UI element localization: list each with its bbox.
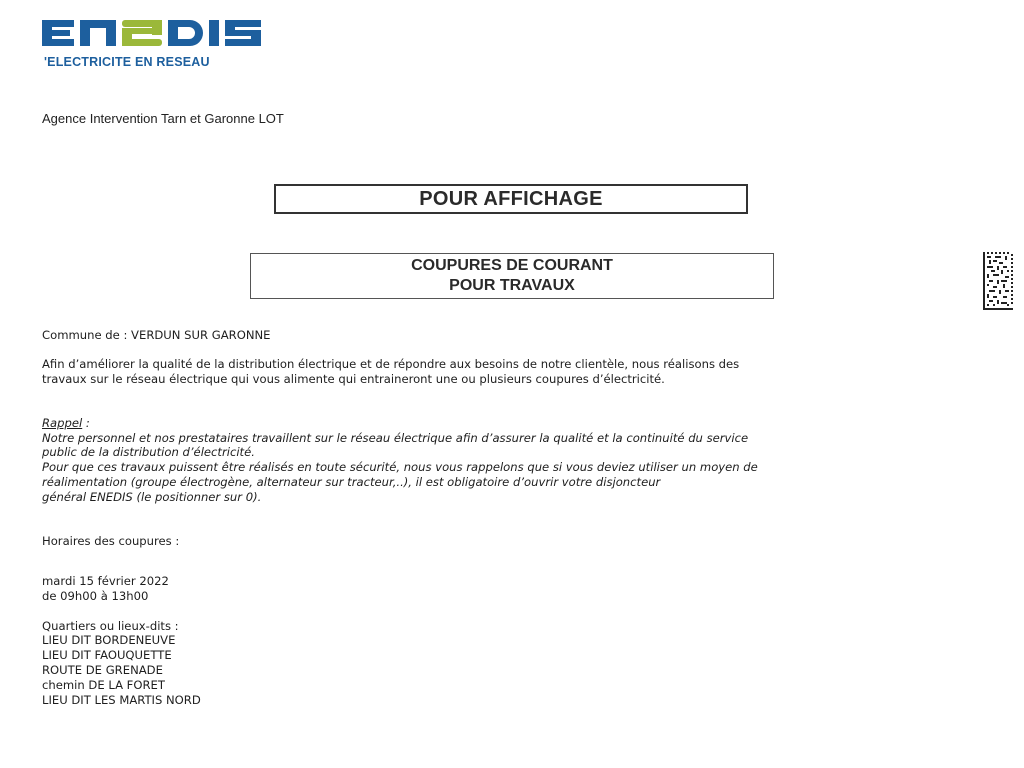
outage-date: mardi 15 février 2022 xyxy=(42,574,169,588)
logo-tagline: 'ELECTRICITE EN RESEAU xyxy=(44,55,210,69)
rappel-line: réalimentation (groupe électrogène, alternateur sur tracteur,..), il est obligatoire d’ouvrir votre disjoncteur xyxy=(42,475,661,489)
place-item: LIEU DIT LES MARTIS NORD xyxy=(42,693,201,707)
commune-line: Commune de : VERDUN SUR GARONNE xyxy=(42,328,271,342)
place-item: chemin DE LA FORET xyxy=(42,678,165,692)
agency-name: Agence Intervention Tarn et Garonne LOT xyxy=(42,111,284,126)
intro-line-2: travaux sur le réseau électrique qui vous alimente qui entraineront une ou plusieurs coupures d’électricité. xyxy=(42,372,665,386)
hours-label: Horaires des coupures : xyxy=(42,534,180,548)
place-item: LIEU DIT BORDENEUVE xyxy=(42,633,176,647)
intro-line-1: Afin d’améliorer la qualité de la distribution électrique et de répondre aux besoins de notre clientèle, nous réalisons des xyxy=(42,357,740,371)
notice-title: POUR AFFICHAGE xyxy=(419,187,603,210)
enedis-wordmark xyxy=(40,14,280,52)
rappel-line: Notre personnel et nos prestataires travaillent sur le réseau électrique afin d’assurer la qualité et la continuité du service xyxy=(42,431,749,445)
place-item: LIEU DIT FAOUQUETTE xyxy=(42,648,172,662)
subtitle-line-2: POUR TRAVAUX xyxy=(449,277,575,294)
datamatrix-code-icon xyxy=(983,252,1013,310)
rappel-colon: : xyxy=(82,416,90,430)
title-box xyxy=(274,184,748,214)
enedis-logo xyxy=(40,14,290,76)
rappel-line: général ENEDIS (le positionner sur 0). xyxy=(42,490,262,504)
subtitle-box xyxy=(250,253,774,299)
subtitle-line-1: COUPURES DE COURANT xyxy=(411,257,613,274)
places-label: Quartiers ou lieux-dits : xyxy=(42,619,179,633)
place-item: ROUTE DE GRENADE xyxy=(42,663,163,677)
outage-time: de 09h00 à 13h00 xyxy=(42,589,149,603)
rappel-label: Rappel xyxy=(42,416,83,430)
rappel-line: Pour que ces travaux puissent être réalisés en toute sécurité, nous vous rappelons que si vous deviez utiliser un moyen de xyxy=(42,460,758,474)
rappel-line: public de la distribution d’électricité. xyxy=(42,445,255,459)
rappel-heading xyxy=(42,416,90,430)
